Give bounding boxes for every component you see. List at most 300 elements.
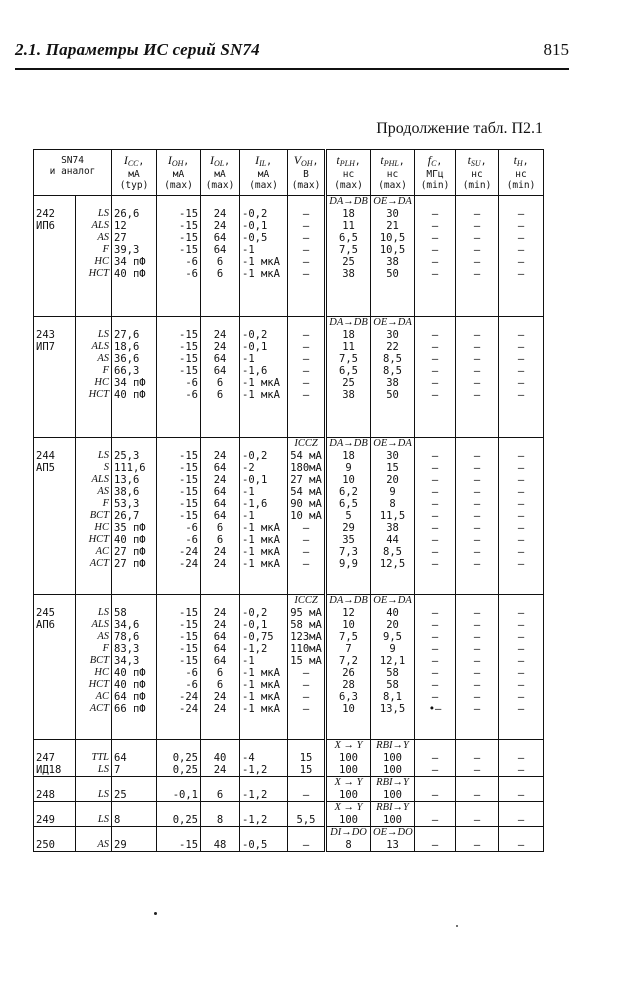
value-voh: – [302, 256, 310, 268]
value-tplh: 7,3 [339, 546, 358, 558]
cell-tphl [371, 740, 415, 777]
value-tphl: 30 [386, 208, 399, 220]
value-fc: – [431, 631, 439, 643]
group-row-249 [34, 802, 544, 827]
blank-line [417, 827, 453, 839]
blank-line [501, 425, 541, 437]
cell-icc [112, 196, 157, 317]
value-ioh: -15 [179, 353, 199, 365]
col-ioh: $I_{OH}$, мА (max) [157, 150, 201, 196]
cell-tphl [371, 777, 415, 802]
value-voh: – [302, 839, 310, 851]
value-icc: 26,7 [114, 510, 140, 522]
value-tplh: 6,5 [339, 232, 358, 244]
value-iil: -1 мкА [242, 377, 280, 389]
blank-line [290, 196, 322, 208]
cell-iil [240, 740, 288, 777]
blank-line [36, 802, 73, 814]
cell-ioh [157, 777, 201, 802]
blank-line [458, 740, 496, 752]
value-iol: 24 [213, 341, 227, 353]
value-icc: 40 пФ [114, 667, 146, 679]
value-th: – [517, 232, 525, 244]
blank-line [114, 317, 154, 329]
blank-line [373, 413, 412, 425]
value-fc: – [431, 256, 439, 268]
cell-tplh [326, 777, 371, 802]
blank-line [114, 292, 154, 304]
subseries-label: LS [97, 789, 110, 800]
value-iol: 8 [216, 814, 224, 826]
value-th: – [517, 365, 525, 377]
value-voh: – [302, 208, 310, 220]
value-ioh: -15 [179, 643, 199, 655]
value-fc: – [431, 268, 439, 280]
value-icc: 25,3 [114, 450, 140, 462]
blank-line [36, 727, 73, 739]
value-voh: 58 мА [290, 619, 322, 631]
blank-line [203, 582, 237, 594]
value-voh: 123мА [290, 631, 322, 643]
blank-line [373, 727, 412, 739]
blank-line [458, 715, 496, 727]
value-tplh: 18 [342, 450, 355, 462]
value-tphl: 8,1 [383, 691, 402, 703]
blank-line [458, 802, 496, 814]
subseries-label: ACT [89, 703, 110, 714]
subseries-cell [76, 317, 112, 438]
value-iil: -1,6 [242, 365, 268, 377]
cell-ioh [157, 827, 201, 852]
iccz-header: ICCZ [294, 595, 318, 606]
value-fc: – [431, 839, 439, 851]
blank-line [203, 196, 237, 208]
value-tplh: 100 [339, 764, 358, 776]
value-ioh: -6 [185, 256, 199, 268]
value-voh: 54 мА [290, 450, 322, 462]
subseries-label: ALS [91, 619, 110, 630]
value-iil: -1 мкА [242, 522, 280, 534]
value-tsu: – [473, 789, 481, 801]
value-tsu: – [473, 643, 481, 655]
cell-iol [201, 595, 240, 740]
value-tplh: 10 [342, 619, 355, 631]
value-tsu: – [473, 839, 481, 851]
subseries-cell [76, 595, 112, 740]
value-th: – [517, 486, 525, 498]
value-iil: -1,2 [242, 764, 268, 776]
value-icc: 64 [114, 752, 127, 764]
value-tsu: – [473, 534, 481, 546]
blank-line [290, 401, 322, 413]
value-tphl: 38 [386, 522, 399, 534]
blank-line [242, 401, 285, 413]
value-icc: 40 пФ [114, 679, 146, 691]
cell-icc [112, 317, 157, 438]
blank-line [501, 413, 541, 425]
value-iol: 64 [213, 631, 227, 643]
value-iol: 24 [213, 474, 227, 486]
blank-line [290, 740, 322, 752]
cell-fc [415, 827, 456, 852]
blank-line [114, 827, 154, 839]
value-icc: 8 [114, 814, 121, 826]
value-iil: -1 [242, 353, 255, 365]
value-iil: -2 [242, 462, 255, 474]
blank-line [373, 425, 412, 437]
blank-line [290, 827, 322, 839]
cell-tsu [456, 740, 499, 777]
blank-line [203, 304, 237, 316]
value-fc: – [431, 220, 439, 232]
value-tsu: – [473, 667, 481, 679]
table-continuation-label: Продолжение табл. П2.1 [376, 120, 543, 137]
blank-line [417, 740, 453, 752]
cell-voh [288, 438, 326, 595]
value-iil: -4 [242, 752, 255, 764]
value-icc: 58 [114, 607, 127, 619]
value-tphl: 100 [383, 752, 402, 764]
value-tplh: 5 [345, 510, 352, 522]
value-tphl: 40 [386, 607, 399, 619]
value-voh: – [302, 377, 310, 389]
value-tphl: 8,5 [383, 353, 402, 365]
value-th: – [517, 607, 525, 619]
cell-tplh [326, 595, 371, 740]
value-tplh: 6,5 [339, 365, 358, 377]
value-ioh: -15 [179, 244, 199, 256]
blank-line [159, 280, 198, 292]
value-iol: 64 [213, 232, 227, 244]
value-ioh: -15 [179, 498, 199, 510]
blank-line [78, 570, 109, 582]
blank-line [501, 595, 541, 607]
value-tphl: 38 [386, 256, 399, 268]
value-tsu: – [473, 341, 481, 353]
blank-line [329, 292, 368, 304]
cell-th [499, 317, 544, 438]
blank-line [36, 438, 73, 450]
value-ioh: -15 [179, 474, 199, 486]
page-number: 815 [543, 40, 569, 59]
value-tsu: – [473, 764, 481, 776]
cell-fc [415, 740, 456, 777]
cell-tphl [371, 827, 415, 852]
blank-line [159, 413, 198, 425]
subseries-label: HC [94, 522, 110, 533]
blank-line [242, 317, 285, 329]
value-tsu: – [473, 558, 481, 570]
blank-line [458, 304, 496, 316]
analog-code: АП6 [36, 619, 55, 631]
value-th: – [517, 474, 525, 486]
value-voh: – [302, 232, 310, 244]
subseries-label: LS [97, 814, 110, 825]
value-iol: 64 [213, 643, 227, 655]
blank-line [373, 582, 412, 594]
blank-line [159, 827, 198, 839]
value-fc: •– [428, 703, 442, 715]
value-fc: – [431, 522, 439, 534]
blank-line [78, 438, 109, 450]
table-header-row [34, 150, 544, 196]
blank-line [458, 438, 496, 450]
value-iil: -0,5 [242, 232, 268, 244]
value-fc: – [431, 244, 439, 256]
value-fc: – [431, 462, 439, 474]
blank-line [329, 280, 368, 292]
path-header: OE→DO [373, 827, 413, 838]
value-iol: 24 [213, 703, 227, 715]
value-ioh: -15 [179, 341, 199, 353]
value-tsu: – [473, 256, 481, 268]
blank-line [114, 401, 154, 413]
value-th: – [517, 814, 525, 826]
value-iil: -1 мкА [242, 534, 280, 546]
value-tsu: – [473, 814, 481, 826]
blank-line [373, 304, 412, 316]
blank-line [458, 280, 496, 292]
value-th: – [517, 631, 525, 643]
value-tphl: 50 [386, 268, 399, 280]
subseries-cell [76, 802, 112, 827]
subseries-cell [76, 827, 112, 852]
blank-line [290, 582, 322, 594]
cell-icc [112, 740, 157, 777]
value-iil: -0,1 [242, 619, 268, 631]
value-th: – [517, 256, 525, 268]
blank-line [78, 317, 109, 329]
blank-line [329, 304, 368, 316]
series-number: 249 [36, 814, 55, 826]
value-voh: – [302, 353, 310, 365]
value-th: – [517, 450, 525, 462]
value-th: – [517, 244, 525, 256]
value-iol: 6 [216, 389, 224, 401]
cell-fc [415, 438, 456, 595]
blank-line [78, 280, 109, 292]
value-th: – [517, 558, 525, 570]
blank-line [36, 715, 73, 727]
value-icc: 26,6 [114, 208, 140, 220]
blank-line [458, 827, 496, 839]
value-fc: – [431, 474, 439, 486]
blank-line [203, 401, 237, 413]
blank-line [458, 570, 496, 582]
value-icc: 27 [114, 232, 127, 244]
blank-line [36, 256, 73, 268]
blank-line [290, 715, 322, 727]
value-fc: – [431, 341, 439, 353]
cell-icc [112, 827, 157, 852]
blank-line [36, 703, 73, 715]
value-icc: 34,3 [114, 655, 140, 667]
blank-line [36, 498, 73, 510]
blank-line [501, 715, 541, 727]
blank-line [373, 715, 412, 727]
blank-line [417, 438, 453, 450]
value-voh: – [302, 244, 310, 256]
value-iil: -1 [242, 244, 255, 256]
blank-line [242, 304, 285, 316]
blank-line [114, 727, 154, 739]
header-rule [15, 68, 569, 70]
value-tphl: 8,5 [383, 546, 402, 558]
value-tsu: – [473, 365, 481, 377]
col-icc: $I_{CC}$, мА (typ) [112, 150, 157, 196]
cell-fc [415, 317, 456, 438]
cell-tsu [456, 438, 499, 595]
blank-line [203, 740, 237, 752]
value-ioh: -15 [179, 839, 199, 851]
value-ioh: 0,25 [172, 752, 199, 764]
value-tphl: 9 [389, 643, 396, 655]
value-th: – [517, 546, 525, 558]
value-fc: – [431, 789, 439, 801]
value-iil: -0,1 [242, 341, 268, 353]
series-number: 244 [36, 450, 55, 462]
value-tplh: 7,2 [339, 655, 358, 667]
group-row-250 [34, 827, 544, 852]
value-iil: -0,2 [242, 208, 268, 220]
blank-line [114, 280, 154, 292]
blank-line [417, 304, 453, 316]
value-icc: 27,6 [114, 329, 140, 341]
value-iil: -0,2 [242, 607, 268, 619]
value-voh: 15 мА [290, 655, 322, 667]
subseries-label: AS [97, 353, 110, 364]
cell-th [499, 802, 544, 827]
cell-icc [112, 438, 157, 595]
value-iol: 64 [213, 498, 227, 510]
value-voh: 180мА [290, 462, 322, 474]
subseries-label: BCT [89, 655, 110, 666]
value-fc: – [431, 498, 439, 510]
value-ioh: -6 [185, 268, 199, 280]
blank-line [159, 777, 198, 789]
value-tsu: – [473, 268, 481, 280]
cell-ioh [157, 740, 201, 777]
blank-line [242, 570, 285, 582]
value-iol: 40 [213, 752, 227, 764]
blank-line [203, 413, 237, 425]
value-tsu: – [473, 631, 481, 643]
subseries-label: HCT [88, 534, 110, 545]
value-tsu: – [473, 353, 481, 365]
blank-line [242, 740, 285, 752]
value-fc: – [431, 691, 439, 703]
value-ioh: -24 [179, 546, 199, 558]
group-row-244 [34, 438, 544, 595]
value-voh: – [302, 522, 310, 534]
value-th: – [517, 498, 525, 510]
value-iil: -1 мкА [242, 389, 280, 401]
blank-line [458, 595, 496, 607]
value-tphl: 8,5 [383, 365, 402, 377]
value-tsu: – [473, 486, 481, 498]
value-ioh: -15 [179, 232, 199, 244]
blank-line [501, 292, 541, 304]
value-iol: 64 [213, 353, 227, 365]
value-ioh: -15 [179, 365, 199, 377]
blank-line [203, 425, 237, 437]
blank-line [36, 486, 73, 498]
value-fc: – [431, 208, 439, 220]
value-ioh: -15 [179, 208, 199, 220]
blank-line [159, 715, 198, 727]
blank-line [501, 777, 541, 789]
value-tphl: 50 [386, 389, 399, 401]
blank-line [36, 655, 73, 667]
blank-line [417, 413, 453, 425]
value-ioh: -15 [179, 220, 199, 232]
value-iol: 24 [213, 607, 227, 619]
value-iil: -1 мкА [242, 268, 280, 280]
cell-iol [201, 802, 240, 827]
value-th: – [517, 839, 525, 851]
blank-line [290, 413, 322, 425]
subseries-label: F [102, 643, 110, 654]
blank-line [203, 777, 237, 789]
value-tplh: 100 [339, 752, 358, 764]
value-voh: 15 [299, 764, 313, 776]
value-tphl: 13 [386, 839, 399, 851]
value-voh: – [302, 691, 310, 703]
blank-line [159, 595, 198, 607]
blank-line [242, 715, 285, 727]
blank-line [417, 425, 453, 437]
blank-line [36, 570, 73, 582]
blank-line [501, 401, 541, 413]
value-tplh: 18 [342, 329, 355, 341]
value-iil: -1 мкА [242, 256, 280, 268]
cell-voh [288, 802, 326, 827]
value-tphl: 38 [386, 377, 399, 389]
series-number: 245 [36, 607, 55, 619]
value-iol: 24 [213, 208, 227, 220]
value-iil: -1 [242, 486, 255, 498]
value-tplh: 9,9 [339, 558, 358, 570]
cell-ioh [157, 317, 201, 438]
value-iil: -0,2 [242, 329, 268, 341]
value-tplh: 25 [342, 256, 355, 268]
blank-line [78, 727, 109, 739]
value-tsu: – [473, 220, 481, 232]
value-ioh: -15 [179, 607, 199, 619]
value-iol: 48 [213, 839, 227, 851]
blank-line [501, 582, 541, 594]
value-ioh: -15 [179, 631, 199, 643]
value-tsu: – [473, 655, 481, 667]
blank-line [36, 691, 73, 703]
value-voh: – [302, 703, 310, 715]
cell-icc [112, 802, 157, 827]
blank-line [373, 280, 412, 292]
cell-tsu [456, 802, 499, 827]
blank-line [329, 582, 368, 594]
blank-line [36, 474, 73, 486]
subseries-cell [76, 777, 112, 802]
blank-line [36, 740, 73, 752]
blank-line [203, 802, 237, 814]
value-iol: 24 [213, 329, 227, 341]
series-cell [34, 802, 76, 827]
path-header: OE→DA [373, 595, 412, 606]
value-tphl: 10,5 [379, 244, 406, 256]
blank-line [114, 802, 154, 814]
cell-iol [201, 740, 240, 777]
blank-line [78, 715, 109, 727]
